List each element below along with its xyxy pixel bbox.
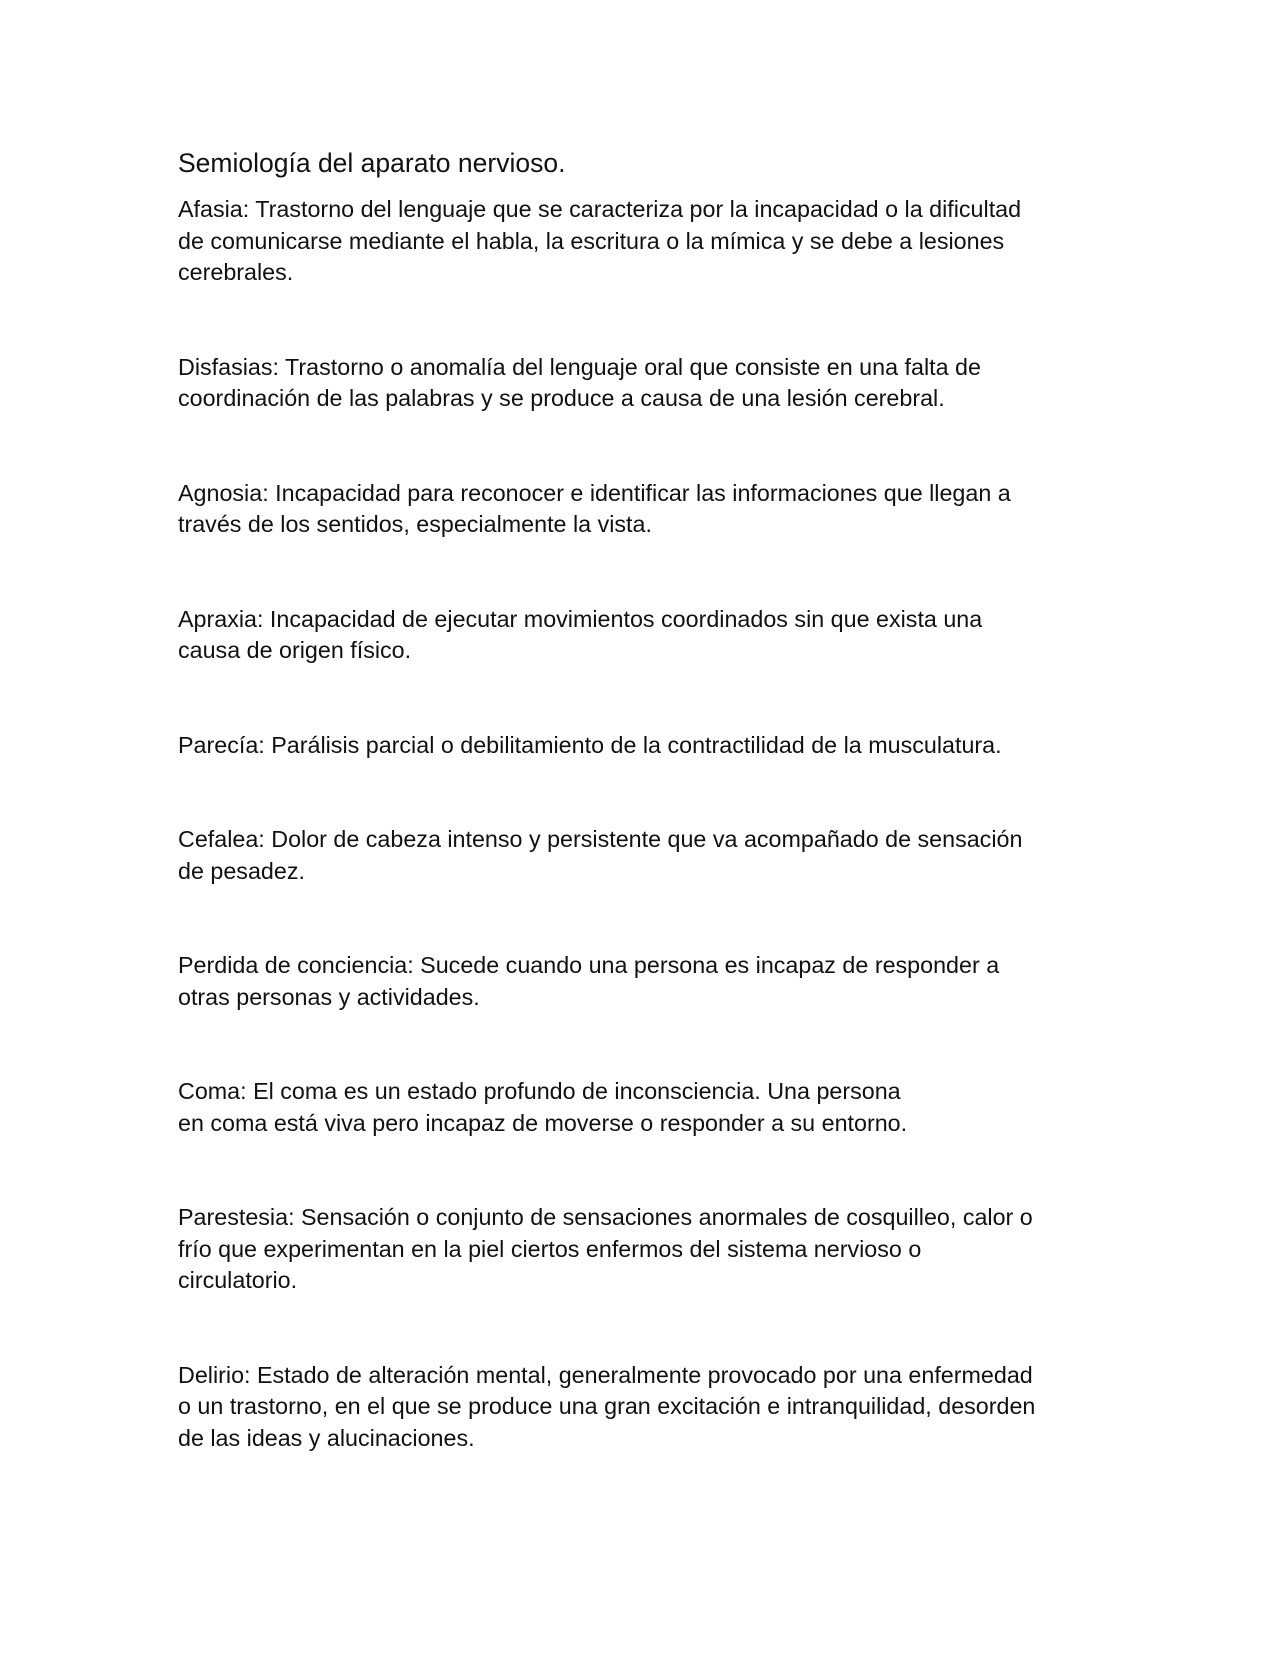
definition-line: Agnosia: Incapacidad para reconocer e identificar las informaciones que llegan a bbox=[178, 479, 1011, 506]
definition-line: causa de origen físico. bbox=[178, 637, 412, 663]
definition-perdida-de-conciencia bbox=[178, 950, 1118, 1013]
definition-line: en coma está viva pero incapaz de moverse o responder a su entorno. bbox=[178, 1109, 908, 1136]
definition-line: de comunicarse mediante el habla, la escritura o la mímica y se debe a lesiones bbox=[178, 227, 1005, 254]
definition-disfasias bbox=[178, 352, 1118, 415]
definition-parestesia bbox=[178, 1202, 1118, 1297]
definition-line: Apraxia: Incapacidad de ejecutar movimientos coordinados sin que exista una bbox=[178, 605, 983, 632]
definition-parecia bbox=[178, 730, 1118, 762]
definition-line: cerebrales. bbox=[178, 259, 294, 285]
definition-line: Perdida de conciencia: Sucede cuando una persona es incapaz de responder a bbox=[178, 952, 1000, 978]
definition-line: Cefalea: Dolor de cabeza intenso y persistente que va acompañado de sensación bbox=[178, 826, 1023, 852]
definition-line: Parestesia: Sensación o conjunto de sensaciones anormales de cosquilleo, calor o bbox=[178, 1204, 1033, 1230]
document-title: Semiología del aparato nervioso. bbox=[178, 148, 566, 178]
definition-line: coordinación de las palabras y se produce a causa de una lesión cerebral. bbox=[178, 385, 945, 411]
definition-line: otras personas y actividades. bbox=[178, 983, 480, 1010]
definition-line: Afasia: Trastorno del lenguaje que se caracteriza por la incapacidad o la dificultad bbox=[178, 196, 1022, 222]
definition-agnosia bbox=[178, 478, 1118, 541]
definition-coma bbox=[178, 1076, 1118, 1139]
definition-line: frío que experimentan en la piel ciertos enfermos del sistema nervioso o bbox=[178, 1235, 922, 1262]
definition-line: Delirio: Estado de alteración mental, generalmente provocado por una enfermedad bbox=[178, 1361, 1033, 1388]
definition-cefalea bbox=[178, 824, 1118, 887]
definition-apraxia bbox=[178, 604, 1118, 667]
definition-line: de las ideas y alucinaciones. bbox=[178, 1424, 475, 1451]
definition-line: circulatorio. bbox=[178, 1267, 298, 1293]
document-page bbox=[178, 146, 1118, 1517]
definition-line: de pesadez. bbox=[178, 857, 305, 884]
definition-afasia bbox=[178, 194, 1118, 289]
definition-delirio bbox=[178, 1360, 1118, 1455]
definition-line: o un trastorno, en el que se produce una gran excitación e intranquilidad, desorden bbox=[178, 1393, 1036, 1419]
definition-line: Disfasias: Trastorno o anomalía del lenguaje oral que consiste en una falta de bbox=[178, 353, 981, 380]
definition-line: Parecía: Parálisis parcial o debilitamiento de la contractilidad de la musculatura. bbox=[178, 731, 1002, 758]
definition-line: través de los sentidos, especialmente la vista. bbox=[178, 511, 652, 537]
definition-line: Coma: El coma es un estado profundo de inconsciencia. Una persona bbox=[178, 1078, 901, 1104]
